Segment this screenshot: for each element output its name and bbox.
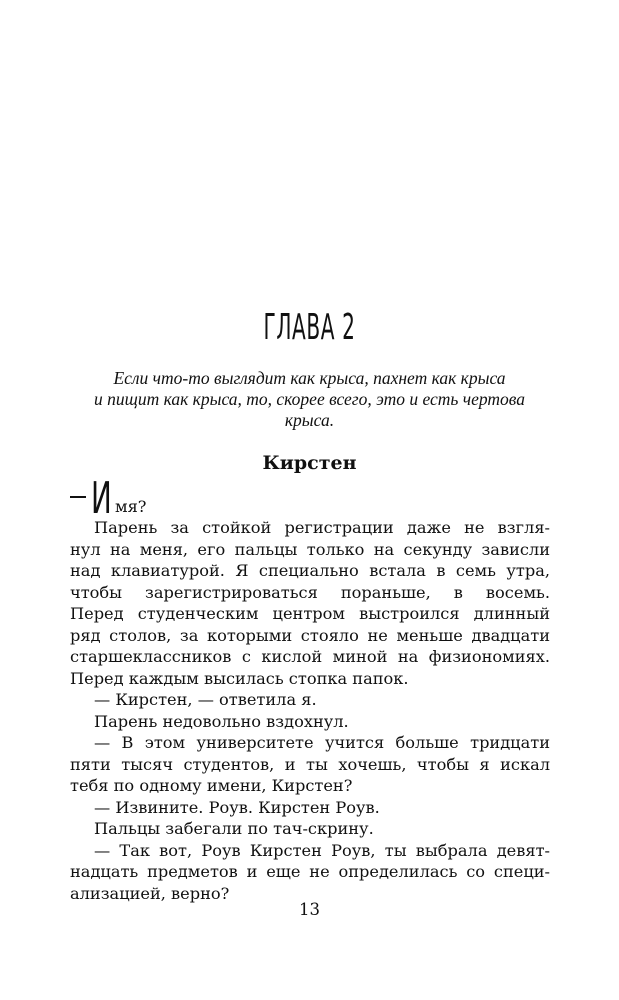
drop-cap: И: [91, 473, 112, 524]
body-line: — Кирстен, — ответила я.: [94, 690, 317, 709]
body-line: надцать предметов и еще не определилась со специ-: [70, 862, 550, 881]
epigraph-line: и пищит как крыса, то, скорее всего, это и есть чертова: [94, 389, 525, 409]
chapter-title: ГЛАВА 2: [263, 307, 356, 348]
body-line: Перед студенческим центром выстроился длинный: [70, 604, 550, 623]
section-heading: Кирстен: [262, 452, 357, 474]
body-line: чтобы зарегистрироваться пораньше, в восемь.: [70, 582, 550, 602]
body-line: пяти тысяч студентов, и ты хочешь, чтобы я искал: [70, 754, 550, 774]
body-line: Парень за стойкой регистрации даже не взгля-: [94, 518, 550, 537]
body-text: [70, 473, 550, 904]
opening-line-text: мя?: [115, 497, 147, 516]
body-line: старшеклассников с кислой миной на физиономиях.: [70, 647, 550, 666]
body-line: ализацией, верно?: [70, 883, 230, 903]
epigraph-line: крыса.: [284, 410, 335, 430]
body-line: нул на меня, его пальцы только на секунду зависли: [70, 539, 550, 559]
body-line: Перед каждым высилась стопка папок.: [70, 668, 409, 688]
body-line: — Извините. Роув. Кирстен Роув.: [94, 797, 380, 817]
opening-line: [70, 473, 550, 524]
epigraph-line: Если что-то выглядит как крыса, пахнет как крыса: [113, 368, 506, 388]
body-line: — В этом университете учится больше тридцати: [94, 733, 550, 752]
page-number: 13: [299, 900, 320, 919]
body-line: тебя по одному имени, Кирстен?: [70, 776, 353, 795]
body-line: Парень недовольно вздохнул.: [94, 711, 349, 731]
body-line: — Так вот, Роув Кирстен Роув, ты выбрала девят-: [94, 840, 550, 860]
body-line: ряд столов, за которыми стояло не меньше двадцати: [70, 625, 550, 645]
body-line: Пальцы забегали по тач-скрину.: [94, 819, 374, 838]
body-line: над клавиатурой. Я специально встала в семь утра,: [70, 561, 550, 580]
epigraph: [70, 368, 549, 431]
opening-dash: [70, 496, 86, 498]
